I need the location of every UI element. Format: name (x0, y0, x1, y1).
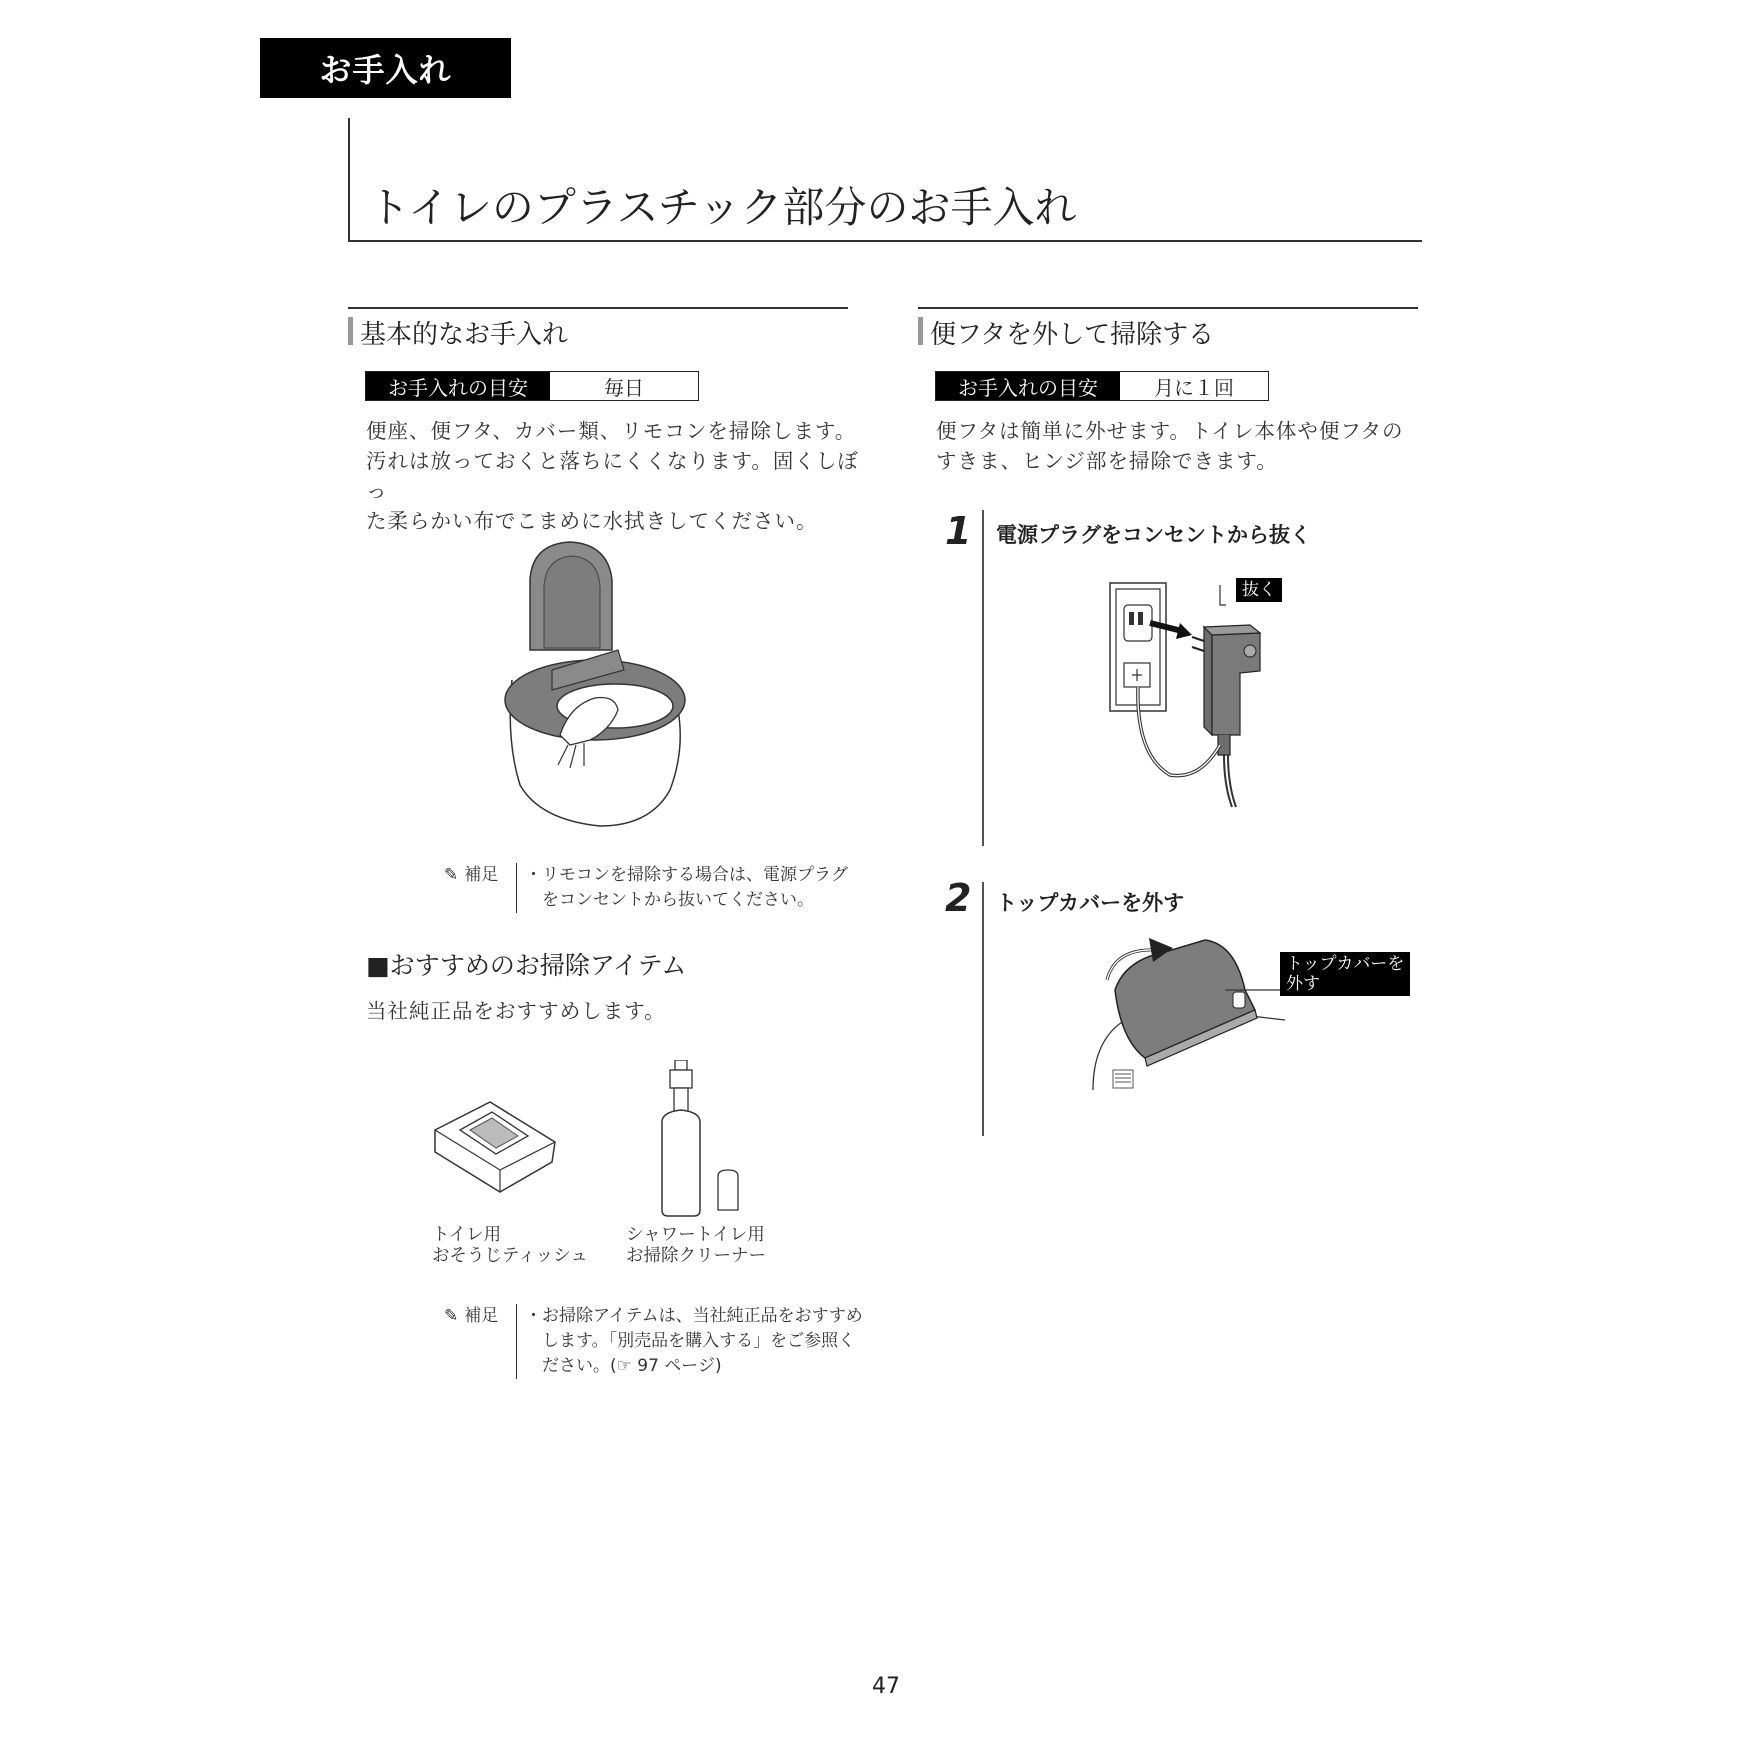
page-number: 47 (872, 1674, 900, 1699)
step-1-divider (982, 510, 984, 846)
recommended-items-text: 当社純正品をおすすめします。 (366, 999, 666, 1023)
basic-care-heading: 基本的なお手入れ (348, 307, 848, 347)
page-title: トイレのプラスチック部分のお手入れ (368, 183, 1077, 232)
lid-removal-paragraph: 便フタは簡単に外せます。トイレ本体や便フタの すきま、ヒンジ部を掃除できます。 (936, 419, 1404, 473)
cleaner-caption: シャワートイレ用 お掃除クリーナー (626, 1225, 766, 1266)
care-frequency-monthly: お手入れの目安 月に１回 (935, 371, 1269, 401)
section-tab: お手入れ (260, 38, 511, 98)
note-remote-cleaning: ✎ 補足 ・リモコンを掃除する場合は、電源プラグ をコンセントから抜いてください。 (444, 863, 864, 913)
tissue-caption: トイレ用 おそうじティッシュ (432, 1225, 588, 1266)
unplug-illustration (1100, 575, 1280, 810)
unplug-callout: 抜く (1236, 578, 1282, 602)
step-2-number: 2 (945, 876, 972, 920)
heading-marker (918, 317, 923, 345)
top-cover-callout: トップカバーを 外す (1280, 952, 1410, 996)
tissue-pack-illustration (430, 1100, 560, 1195)
spray-cleaner-illustration (650, 1060, 750, 1220)
toilet-wiping-illustration (500, 540, 700, 830)
pencil-icon: ✎ (444, 1306, 459, 1326)
step-2-title: トップカバーを外す (996, 891, 1185, 915)
lid-removal-heading: 便フタを外して掃除する (918, 307, 1418, 347)
basic-care-paragraph: 便座、便フタ、カバー類、リモコンを掃除します。 汚れは放っておくと落ちにくくなります。固くしぼっ た柔らかい布でこまめに水拭きしてください。 (366, 419, 859, 533)
note-cleaning-items: ✎ 補足 ・お掃除アイテムは、当社純正品をおすすめ します。「別売品を購入する」をご参照く ださい。(☞ 97 ページ) (444, 1304, 864, 1379)
step-2-divider (982, 882, 984, 1136)
top-cover-removal-illustration (1085, 930, 1295, 1100)
recommended-items-heading: ■おすすめのお掃除アイテム (366, 951, 687, 980)
pencil-icon: ✎ (444, 865, 459, 885)
heading-marker (348, 317, 353, 345)
step-1-number: 1 (945, 509, 972, 553)
step-1-title: 電源プラグをコンセントから抜く (996, 523, 1311, 547)
care-frequency-daily: お手入れの目安 毎日 (365, 371, 699, 401)
